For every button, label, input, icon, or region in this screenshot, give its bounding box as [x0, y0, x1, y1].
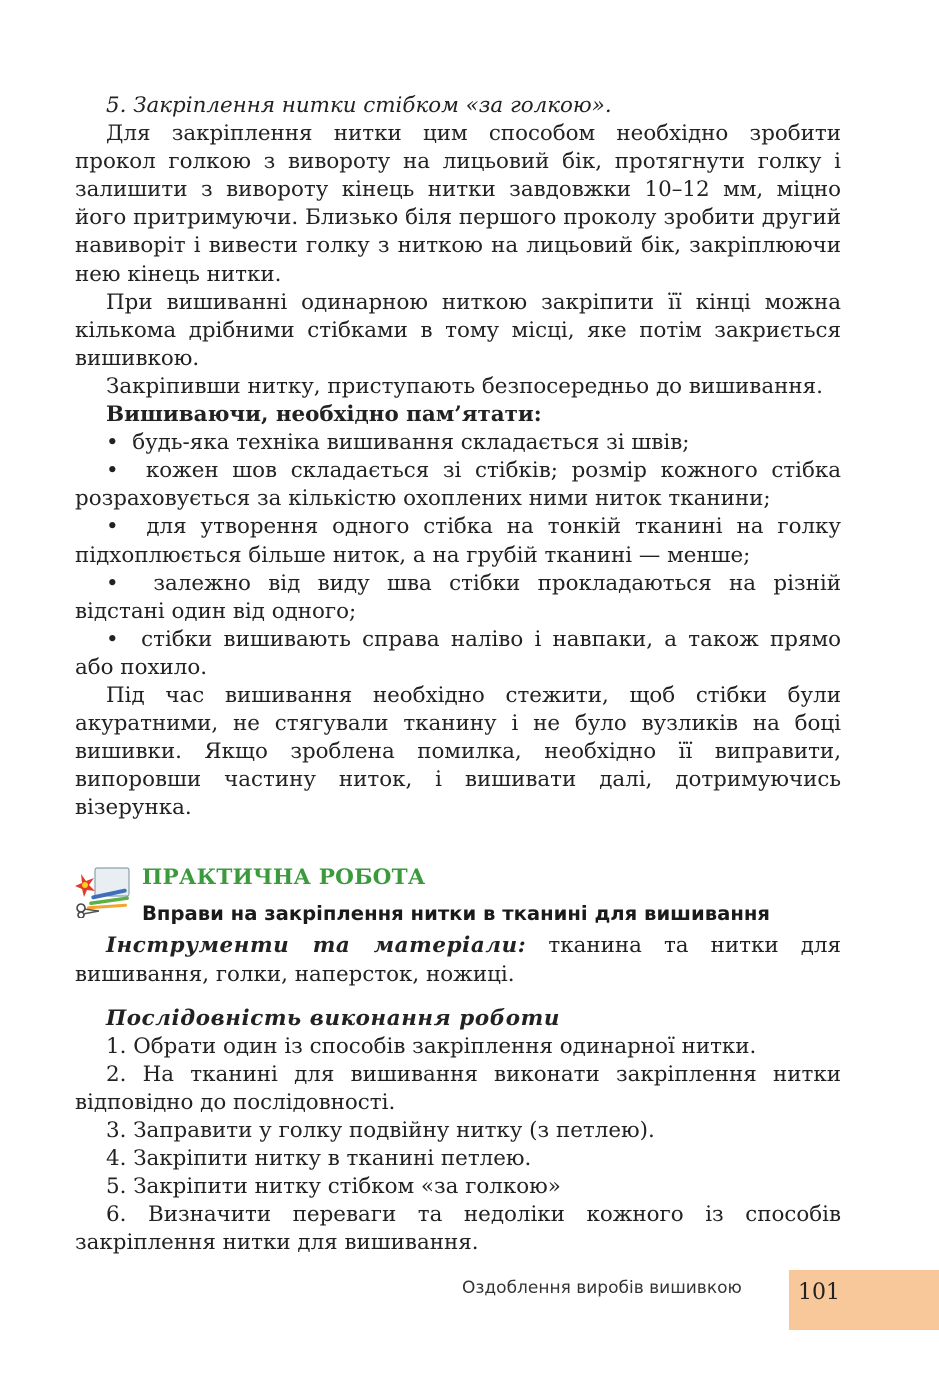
bullet-item: • будь-яка техніка вишивання складається зі швів;: [75, 429, 841, 457]
paragraph: Під час вишивання необхідно стежити, щоб стібки були акуратними, не стягували тканину і не було вузликів на боці вишивки. Якщо зроблена помилка, необхідно її виправити, випоровши частину ниток, і вишивати далі, дотримуючись візерунка.: [75, 682, 841, 821]
bullet-item: • кожен шов складається зі стібків; розмір кожного стібка розраховується за кількістю охоплених ними ниток тканини;: [75, 457, 841, 513]
remember-heading: Вишиваючи, необхідно пам’ятати:: [106, 402, 542, 428]
tools-text: тканина та нитки для вишивання, голки, наперсток, ножиці.: [75, 933, 842, 987]
practical-work-header: [75, 864, 841, 926]
tools-paragraph: [75, 932, 841, 988]
bullet-item: • стібки вишивають справа наліво і навпаки, а також прямо або похило.: [75, 626, 841, 682]
sequence-heading: Послідовність виконання роботи: [106, 1005, 560, 1031]
footer-section-title: Оздоблення виробів вишивкою: [462, 1278, 742, 1298]
paragraph: Закріпивши нитку, приступають безпосередньо до вишивання.: [106, 373, 823, 399]
paragraph: При вишиванні одинарною ниткою закріпити її кінці можна кількома дрібними стібками в тому місці, яке потім закриється вишивкою.: [75, 289, 841, 371]
step-item: 1. Обрати один із способів закріплення одинарної нитки.: [106, 1033, 757, 1059]
step-item: 6. Визначити переваги та недоліки кожного із способів закріплення нитки для вишивання.: [75, 1202, 841, 1256]
bullet-item: • для утворення одного стібка на тонкій тканині на голку підхоплюється більше ниток, а на грубій тканині — менше;: [75, 513, 841, 569]
section-heading: 5. Закріплення нитки стібком «за голкою».: [106, 93, 612, 118]
step-item: 4. Закріпити нитку в тканині петлею.: [106, 1146, 532, 1172]
step-item: 2. На тканині для вишивання виконати закріплення нитки відповідно до послідовності.: [75, 1061, 841, 1115]
page-number: 101: [798, 1280, 840, 1305]
tools-label: Інструменти та матеріали:: [106, 933, 527, 959]
embroidery-tools-icon: [73, 864, 133, 918]
paragraph: Для закріплення нитки цим способом необхідно зробити прокол голкою з вивороту на лицьовий бік, протягнути голку і залишити з вивороту кінець нитки завдовжки 10–12 мм, міцно його притримуючи. Близько біля першого проколу зробити другий навиворіт і вивести голку з ниткою на лицьовий бік, закріплюючи нею кінець нитки.: [75, 121, 841, 287]
step-item: 5. Закріпити нитку стібком «за голкою»: [106, 1174, 561, 1200]
practical-work-title: ПРАКТИЧНА РОБОТА: [142, 865, 426, 891]
bullet-item: • залежно від виду шва стібки прокладаються на різній відстані один від одного;: [75, 570, 841, 626]
page-content: [75, 92, 841, 1257]
step-item: 3. Заправити у голку подвійну нитку (з петлею).: [106, 1118, 655, 1143]
page-number-box: [789, 1270, 939, 1330]
practical-work-subtitle: Вправи на закріплення нитки в тканині для вишивання: [142, 902, 770, 926]
